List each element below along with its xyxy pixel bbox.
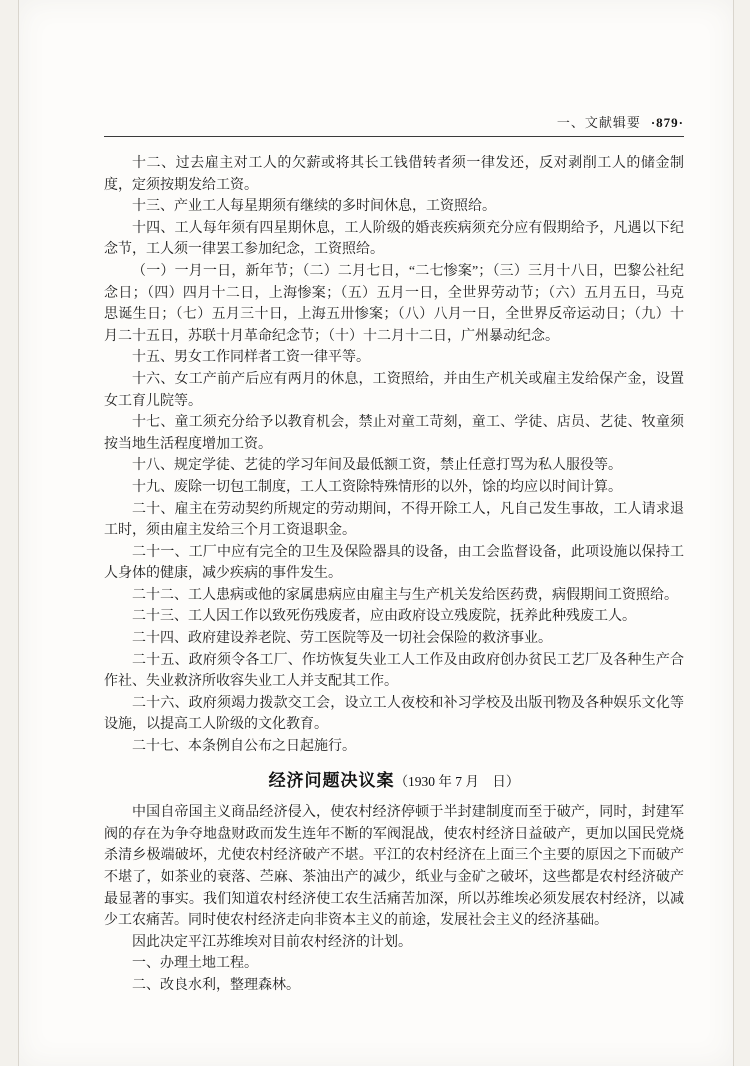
paragraph: 十九、废除一切包工制度，工人工资除特殊情形的以外，馀的均应以时间计算。 (132, 479, 622, 495)
paragraph: 二十一、工厂中应有完全的卫生及保险器具的设备，由工会监督设备，此项设施以保持工人身体的健康，减少疾病的事件发生。 (104, 544, 684, 582)
scanned-page (18, 0, 734, 1066)
paragraph: 十八、规定学徒、艺徒的学习年间及最低额工资，禁止任意打骂为私人服役等。 (132, 458, 622, 474)
paragraph: 二十六、政府须竭力拨款交工会，设立工人夜校和补习学校及出版刊物及各种娱乐文化等设施，以提高工人阶级的文化教育。 (104, 695, 684, 733)
paragraph: 二十七、本条例自公布之日起施行。 (132, 739, 356, 755)
paragraph: 十三、产业工人每星期须有继续的多时间休息，工资照给。 (132, 199, 496, 215)
paragraph: 十七、童工须充分给予以教育机会，禁止对童工苛刻，童工、学徒、店员、艺徒、牧童须按当地生活程度增加工资。 (104, 415, 684, 452)
header-section-label: 一、文献辑要 (556, 115, 641, 130)
paragraph: 一、办理土地工程。 (132, 956, 258, 972)
paragraph: 十四、工人每年须有四星期休息，工人阶级的婚丧疾病须充分应有假期给予，凡遇以下纪念节，工人须一律罢工参加纪念，工资照给。 (104, 220, 684, 258)
paragraph: 因此决定平江苏维埃对目前农村经济的计划。 (132, 934, 412, 950)
paragraph: 二十、雇主在劳动契约所规定的劳动期间，不得开除工人，凡自己发生事故，工人请求退工时，须由雇主发给三个月工资退职金。 (104, 501, 684, 539)
paragraph: （一）一月一日，新年节；（二）二月七日，“二七惨案”；（三）三月十八日，巴黎公社纪念日；（四）四月十二日，上海惨案；（五）五月一日，全世界劳动节；（六）五月五日，马克思诞生日；（七）五月三十日，上海五卅惨案；（八）八月一日，全世界反帝运动日；（九）十月二十五日，苏联十月革命纪念节；（十）十二月十二日，广州暴动纪念。 (104, 263, 684, 344)
section-title (104, 770, 684, 793)
page-content (104, 112, 684, 997)
paragraph: 二十二、工人患病或他的家属患病应由雇主与生产机关发给医药费，病假期间工资照给。 (132, 587, 678, 603)
document-body (104, 153, 684, 997)
paragraph: 二十三、工人因工作以致死伤残废者，应由政府设立残废院，抚养此种残废工人。 (132, 609, 636, 625)
paragraph: 十五、男女工作同样者工资一律平等。 (132, 350, 370, 366)
paragraph: 二、改良水利，整理森林。 (132, 977, 300, 993)
paragraph: 中国自帝国主义商品经济侵入，使农村经济停顿于半封建制度而至于破产，同时，封建军阀的存在为争夺地盘财政而发生连年不断的军阀混战，使农村经济日益破产，更加以国民党烧杀清乡极端破坏，尤使农村经济破产不堪。平江的农村经济在上面三个主要的原因之下而破产不堪了，如茶业的衰落、苎麻、茶油出产的减少，纸业与金矿之破坏，这些都是农村经济破产最显著的事实。我们知道农村经济使工农生活痛苦加深，所以苏维埃必须发展农村经济，以减少工农痛苦。同时使农村经济走向非资本主义的前途，发展社会主义的经济基础。 (104, 805, 684, 929)
header-rule (104, 136, 684, 137)
section-date: （1930 年 7 月 日） (394, 773, 520, 789)
section-title-text: 经济问题决议案 (268, 770, 395, 790)
page-header (104, 112, 684, 136)
paragraph: 十二、过去雇主对工人的欠薪或将其长工钱借转者须一律发还，反对剥削工人的储金制度，定须按期发给工资。 (104, 156, 684, 193)
paragraph: 二十五、政府须令各工厂、作坊恢复失业工人工作及由政府创办贫民工艺厂及各种生产合作社、失业救济所收容失业工人并支配其工作。 (104, 652, 684, 690)
header-page-number: ·879· (650, 115, 684, 130)
paragraph: 十六、女工产前产后应有两月的休息，工资照给，并由生产机关或雇主发给保产金，设置女工育儿院等。 (104, 371, 684, 409)
paragraph: 二十四、政府建设养老院、劳工医院等及一切社会保险的救济事业。 (132, 631, 552, 647)
